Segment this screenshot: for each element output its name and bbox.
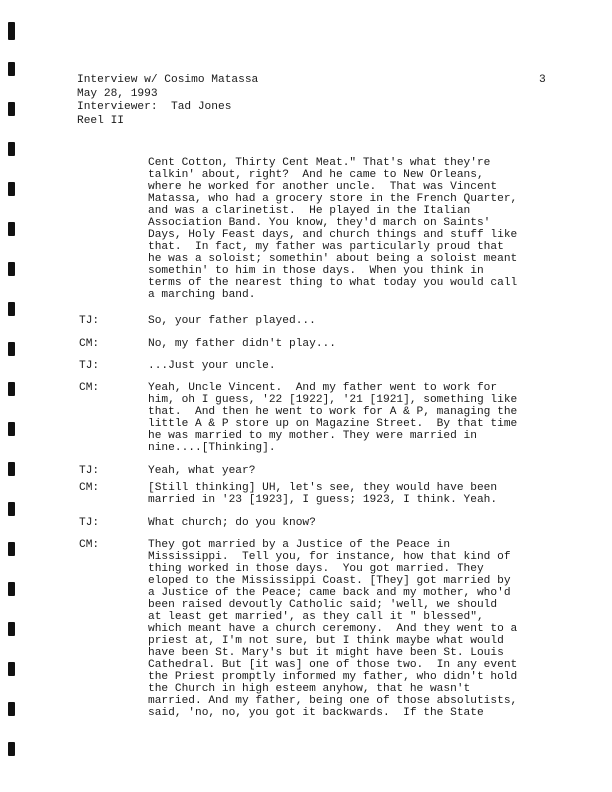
transcript-line: priest at, I'm not sure, but I think maybe what would <box>148 635 504 647</box>
transcript-line: Mississippi. Tell you, for instance, how that kind of <box>148 551 511 563</box>
transcript-header <box>77 74 258 128</box>
header-reel: Reel II <box>77 114 124 127</box>
transcript-line: talkin' about, right? And he came to New Orleans, <box>148 169 484 181</box>
transcript-line: ...Just your uncle. <box>148 360 276 372</box>
transcript-line: eloped to the Mississippi Coast. [They] got married by <box>148 575 511 587</box>
speaker-label: TJ: <box>79 465 100 477</box>
punch-mark <box>8 342 15 356</box>
transcript-line: the Priest promptly informed my father, who didn't hold <box>148 671 518 683</box>
punch-mark <box>8 382 15 396</box>
transcript-line: that. In fact, my father was particularly proud that <box>148 241 504 253</box>
transcript-line: Association Band. You know, they'd march on Saints' <box>148 217 491 229</box>
transcript-line: where he worked for another uncle. That was Vincent <box>148 181 498 193</box>
transcript-line: at least get married', as they call it " blessed", <box>148 611 484 623</box>
transcript-line: What church; do you know? <box>148 517 316 529</box>
header-date: May 28, 1993 <box>77 87 158 100</box>
transcript-line: somethin' to him in those days. When you think in <box>148 265 484 277</box>
transcript-line: Days, Holy Feast days, and church things and stuff like <box>148 229 518 241</box>
header-title: Interview w/ Cosimo Matassa <box>77 74 259 86</box>
transcript-line: Matassa, who had a grocery store in the French Quarter, <box>148 193 518 205</box>
transcript-line: which meant have a church ceremony. And they went to a <box>148 623 518 635</box>
punch-mark <box>8 102 15 116</box>
transcript-line: married in '23 [1923], I guess; 1923, I think. Yeah. <box>148 494 498 506</box>
transcript-line: [Still thinking] UH, let's see, they would have been <box>148 482 498 494</box>
transcript-line: little A & P store up on Magazine Street. By that time <box>148 418 518 430</box>
punch-mark <box>8 742 15 756</box>
transcript-line: Yeah, what year? <box>148 465 256 477</box>
speaker-label: CM: <box>79 482 100 494</box>
punch-mark <box>8 662 15 676</box>
punch-mark <box>8 462 15 476</box>
punch-mark <box>8 142 15 156</box>
speaker-label: CM: <box>79 382 100 394</box>
punch-mark <box>8 542 15 556</box>
transcript-line: he was a soloist; somethin' about being a soloist meant <box>148 253 518 265</box>
speaker-label: TJ: <box>79 517 100 529</box>
transcript-line: Cent Cotton, Thirty Cent Meat." That's what they're <box>148 157 491 169</box>
transcript-line: So, your father played... <box>148 315 316 327</box>
transcript-line: Yeah, Uncle Vincent. And my father went to work for <box>148 382 498 394</box>
speaker-label: TJ: <box>79 360 100 372</box>
punch-mark <box>8 222 15 236</box>
transcript-line: a marching band. <box>148 289 256 301</box>
speaker-label: CM: <box>79 539 100 551</box>
punch-mark <box>8 502 15 516</box>
speaker-label: CM: <box>79 338 100 350</box>
punch-mark <box>8 302 15 316</box>
punch-mark <box>8 22 15 40</box>
transcript-line: married. And my father, being one of those absolutists, <box>148 695 518 707</box>
transcript-line: a Justice of the Peace; came back and my mother, who'd <box>148 587 511 599</box>
punch-mark <box>8 702 15 716</box>
punch-mark <box>8 622 15 636</box>
page-number: 3 <box>539 74 546 86</box>
transcript-line: said, 'no, no, you got it backwards. If the State <box>148 707 484 719</box>
punch-mark <box>8 62 15 76</box>
transcript-line: the Church in high esteem anyhow, that he wasn't <box>148 683 471 695</box>
transcript-line: been raised devoutly Catholic said; 'well, we should <box>148 599 498 611</box>
punch-mark <box>8 422 15 436</box>
transcript-line: Cathedral. But [it was] one of those two. In any event <box>148 659 518 671</box>
transcript-line: thing worked in those days. You got married. They <box>148 563 484 575</box>
transcript-line: nine....[Thinking]. <box>148 442 276 454</box>
transcript-line: that. And then he went to work for A & P, managing the <box>148 406 518 418</box>
transcript-line: terms of the nearest thing to what today you would call <box>148 277 518 289</box>
transcript-line: him, oh I guess, '22 [1922], '21 [1921], something like <box>148 394 518 406</box>
speaker-label: TJ: <box>79 315 100 327</box>
header-interviewer: Interviewer: Tad Jones <box>77 101 232 114</box>
punch-mark <box>8 262 15 276</box>
transcript-line: They got married by a Justice of the Peace in <box>148 539 451 551</box>
transcript-line: have been St. Mary's but it might have been St. Louis <box>148 647 504 659</box>
transcript-line: and was a clarinetist. He played in the Italian <box>148 205 471 217</box>
punch-mark <box>8 582 15 596</box>
transcript-line: he was married to my mother. They were married in <box>148 430 477 442</box>
punch-mark <box>8 182 15 196</box>
transcript-line: No, my father didn't play... <box>148 338 336 350</box>
